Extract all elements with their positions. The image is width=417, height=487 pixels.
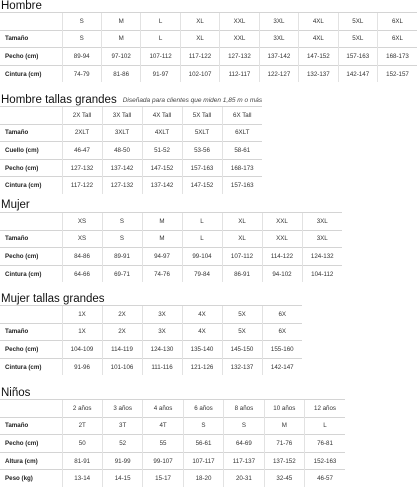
table-row: [0, 159, 262, 177]
table-cell: 152-157: [378, 65, 417, 82]
table-cell: 3X: [142, 323, 182, 341]
column-header: 2X: [102, 306, 142, 324]
table-cell: S: [224, 417, 264, 435]
table-cell: 5XLT: [182, 124, 222, 142]
table-cell: 52: [102, 435, 142, 453]
table-cell: 53-56: [182, 142, 222, 160]
table-cell: 107-112: [141, 48, 180, 66]
table-header-row: [0, 400, 345, 418]
table-cell: 127-132: [62, 159, 102, 177]
column-header: M: [142, 213, 182, 231]
row-label: Tamaño: [0, 30, 62, 48]
section-title-text: Mujer tallas grandes: [1, 293, 105, 305]
table-cell: 86-91: [222, 265, 262, 282]
table-cell: 18-20: [183, 470, 223, 487]
row-label: Cuello (cm): [0, 142, 62, 160]
table-cell: 91-96: [62, 358, 102, 375]
row-label: Pecho (cm): [0, 341, 62, 359]
table-cell: XL: [222, 230, 262, 248]
table-cell: 137-142: [102, 159, 142, 177]
table-row: [0, 248, 342, 266]
table-cell: 76-81: [305, 435, 345, 453]
size-table: [0, 106, 262, 194]
table-cell: 104-112: [302, 265, 342, 282]
column-header: 2 años: [62, 400, 102, 418]
table-cell: 99-107: [143, 452, 183, 470]
section-title: [1, 95, 262, 107]
size-table: [0, 399, 345, 487]
table-cell: 5XL: [338, 30, 377, 48]
size-table: [0, 12, 417, 82]
row-label: Peso (kg): [0, 470, 62, 487]
column-header: XL: [222, 213, 262, 231]
table-cell: 97-102: [101, 48, 140, 66]
table-cell: 50: [62, 435, 102, 453]
size-table: [0, 305, 302, 375]
table-cell: 124-132: [302, 248, 342, 266]
table-cell: L: [182, 230, 222, 248]
table-cell: L: [305, 417, 345, 435]
column-header: 4X Tall: [142, 107, 182, 125]
table-cell: 69-71: [102, 265, 142, 282]
column-header: 10 años: [264, 400, 304, 418]
table-cell: 94-102: [262, 265, 302, 282]
column-header: 4X: [182, 306, 222, 324]
column-header: S: [62, 13, 101, 31]
section-title: [1, 388, 30, 400]
table-cell: 71-76: [264, 435, 304, 453]
header-corner-cell: [0, 213, 62, 231]
table-cell: 127-132: [220, 48, 259, 66]
table-cell: 46-47: [62, 142, 102, 160]
table-cell: 157-163: [338, 48, 377, 66]
table-row: [0, 265, 342, 282]
size-table: [0, 212, 342, 282]
table-cell: S: [62, 30, 101, 48]
table-cell: 142-147: [262, 358, 302, 375]
header-corner-cell: [0, 107, 62, 125]
table-cell: 137-142: [142, 177, 182, 194]
section-title: [1, 1, 42, 13]
table-cell: M: [142, 230, 182, 248]
table-cell: 64-69: [224, 435, 264, 453]
column-header: 12 años: [305, 400, 345, 418]
table-cell: 55: [143, 435, 183, 453]
table-row: [0, 230, 342, 248]
table-cell: 112-117: [220, 65, 259, 82]
table-row: [0, 48, 417, 66]
column-header: 3XL: [259, 13, 298, 31]
table-header-row: [0, 306, 302, 324]
table-cell: 127-132: [102, 177, 142, 194]
table-cell: 145-150: [222, 341, 262, 359]
table-cell: 81-86: [101, 65, 140, 82]
column-header: 6 años: [183, 400, 223, 418]
table-cell: 81-91: [62, 452, 102, 470]
table-cell: 48-50: [102, 142, 142, 160]
column-header: 3 años: [102, 400, 142, 418]
table-cell: S: [183, 417, 223, 435]
table-cell: 4X: [182, 323, 222, 341]
table-cell: 2XLT: [62, 124, 102, 142]
row-label: Pecho (cm): [0, 48, 62, 66]
table-cell: 3XLT: [102, 124, 142, 142]
column-header: 6XL: [378, 13, 417, 31]
section-title-text: Hombre tallas grandes: [1, 94, 117, 106]
table-cell: 79-84: [182, 265, 222, 282]
table-cell: 3XL: [259, 30, 298, 48]
section-title-text: Mujer: [1, 199, 30, 211]
column-header: L: [182, 213, 222, 231]
header-corner-cell: [0, 13, 62, 31]
table-cell: XXL: [262, 230, 302, 248]
column-header: XXL: [220, 13, 259, 31]
table-cell: 122-127: [259, 65, 298, 82]
table-row: [0, 177, 262, 194]
table-row: [0, 435, 345, 453]
table-cell: 94-97: [142, 248, 182, 266]
table-cell: 152-163: [305, 452, 345, 470]
table-cell: 6X: [262, 323, 302, 341]
column-header: 5X Tall: [182, 107, 222, 125]
table-header-row: [0, 13, 417, 31]
table-cell: XL: [180, 30, 219, 48]
table-row: [0, 341, 302, 359]
table-cell: 147-152: [142, 159, 182, 177]
table-cell: 157-163: [222, 177, 262, 194]
table-cell: 2X: [102, 323, 142, 341]
header-corner-cell: [0, 306, 62, 324]
table-row: [0, 470, 345, 487]
table-cell: 117-122: [180, 48, 219, 66]
table-cell: 168-173: [378, 48, 417, 66]
column-header: 4 años: [143, 400, 183, 418]
table-cell: 84-86: [62, 248, 102, 266]
table-cell: 3XL: [302, 230, 342, 248]
column-header: 6X Tall: [222, 107, 262, 125]
table-cell: 114-122: [262, 248, 302, 266]
table-cell: 137-152: [264, 452, 304, 470]
table-cell: 58-61: [222, 142, 262, 160]
table-cell: 99-104: [182, 248, 222, 266]
column-header: XL: [180, 13, 219, 31]
table-cell: 91-99: [102, 452, 142, 470]
table-row: [0, 358, 302, 375]
section-title: [1, 200, 30, 212]
table-cell: 124-130: [142, 341, 182, 359]
column-header: 5XL: [338, 13, 377, 31]
table-cell: 132-137: [299, 65, 338, 82]
table-cell: 2T: [62, 417, 102, 435]
section-title-text: Niños: [1, 387, 30, 399]
column-header: L: [141, 13, 180, 31]
table-row: [0, 452, 345, 470]
table-cell: 142-147: [338, 65, 377, 82]
table-cell: 135-140: [182, 341, 222, 359]
table-cell: 64-66: [62, 265, 102, 282]
table-cell: 155-160: [262, 341, 302, 359]
table-cell: 74-76: [142, 265, 182, 282]
table-cell: 15-17: [143, 470, 183, 487]
table-cell: 6XL: [378, 30, 417, 48]
table-cell: 46-57: [305, 470, 345, 487]
table-cell: 107-117: [183, 452, 223, 470]
column-header: XS: [62, 213, 102, 231]
table-cell: 89-91: [102, 248, 142, 266]
table-row: [0, 142, 262, 160]
column-header: 4XL: [299, 13, 338, 31]
table-cell: 20-31: [224, 470, 264, 487]
table-cell: 111-116: [142, 358, 182, 375]
table-cell: 3T: [102, 417, 142, 435]
table-cell: 51-52: [142, 142, 182, 160]
table-cell: M: [264, 417, 304, 435]
column-header: 3X Tall: [102, 107, 142, 125]
table-cell: 147-152: [299, 48, 338, 66]
table-cell: 121-126: [182, 358, 222, 375]
section-title-text: Hombre: [1, 0, 42, 12]
row-label: Cintura (cm): [0, 177, 62, 194]
table-cell: 102-107: [180, 65, 219, 82]
table-cell: 107-112: [222, 248, 262, 266]
column-header: 5X: [222, 306, 262, 324]
section-title: [1, 294, 105, 306]
column-header: 8 años: [224, 400, 264, 418]
table-cell: 104-109: [62, 341, 102, 359]
table-cell: 117-137: [224, 452, 264, 470]
table-cell: 89-94: [62, 48, 101, 66]
row-label: Tamaño: [0, 230, 62, 248]
table-cell: 32-45: [264, 470, 304, 487]
table-cell: 101-106: [102, 358, 142, 375]
row-label: Cintura (cm): [0, 358, 62, 375]
table-cell: 74-79: [62, 65, 101, 82]
table-row: [0, 30, 417, 48]
section-subtitle: Diseñada para clientes que miden 1,85 m o más: [123, 97, 262, 104]
column-header: 2X Tall: [62, 107, 102, 125]
column-header: 6X: [262, 306, 302, 324]
table-cell: 114-119: [102, 341, 142, 359]
table-cell: 168-173: [222, 159, 262, 177]
table-cell: XXL: [220, 30, 259, 48]
row-label: Pecho (cm): [0, 248, 62, 266]
table-cell: 132-137: [222, 358, 262, 375]
table-cell: 147-152: [182, 177, 222, 194]
table-cell: 14-15: [102, 470, 142, 487]
table-cell: 13-14: [62, 470, 102, 487]
table-cell: 4XL: [299, 30, 338, 48]
row-label: Altura (cm): [0, 452, 62, 470]
table-cell: 56-61: [183, 435, 223, 453]
row-label: Cintura (cm): [0, 65, 62, 82]
header-corner-cell: [0, 400, 62, 418]
row-label: Pecho (cm): [0, 159, 62, 177]
table-cell: 5X: [222, 323, 262, 341]
table-header-row: [0, 107, 262, 125]
table-cell: 117-122: [62, 177, 102, 194]
row-label: Cintura (cm): [0, 265, 62, 282]
column-header: M: [101, 13, 140, 31]
table-cell: 157-163: [182, 159, 222, 177]
table-cell: 91-97: [141, 65, 180, 82]
table-cell: 1X: [62, 323, 102, 341]
table-cell: L: [141, 30, 180, 48]
row-label: Tamaño: [0, 124, 62, 142]
table-cell: 4T: [143, 417, 183, 435]
table-row: [0, 417, 345, 435]
row-label: Tamaño: [0, 323, 62, 341]
table-cell: M: [101, 30, 140, 48]
column-header: 3X: [142, 306, 182, 324]
row-label: Tamaño: [0, 417, 62, 435]
column-header: 3XL: [302, 213, 342, 231]
table-cell: 137-142: [259, 48, 298, 66]
table-row: [0, 124, 262, 142]
table-cell: S: [102, 230, 142, 248]
table-row: [0, 65, 417, 82]
table-cell: 4XLT: [142, 124, 182, 142]
table-header-row: [0, 213, 342, 231]
table-row: [0, 323, 302, 341]
column-header: S: [102, 213, 142, 231]
table-cell: 6XLT: [222, 124, 262, 142]
row-label: Pecho (cm): [0, 435, 62, 453]
table-cell: XS: [62, 230, 102, 248]
column-header: 1X: [62, 306, 102, 324]
column-header: XXL: [262, 213, 302, 231]
